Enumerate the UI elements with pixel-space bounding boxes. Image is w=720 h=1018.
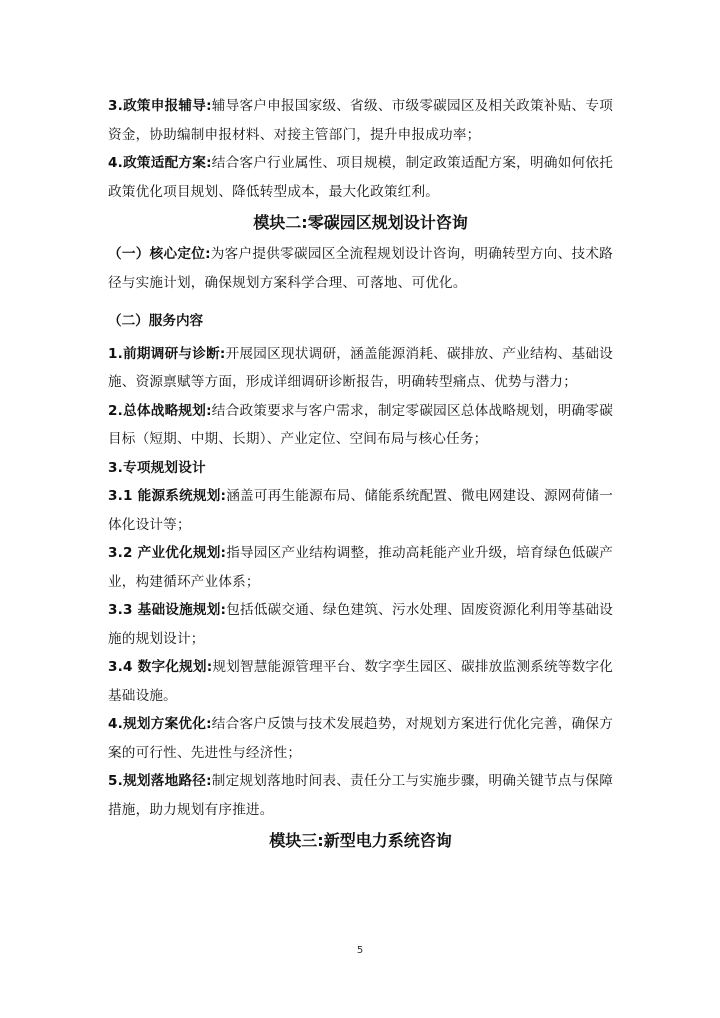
paragraph-policy-application: [108, 92, 613, 149]
item-text: 结合客户反馈与技术发展趋势，对规划方案进行优化完善，确保方案的可行性、先进性与经济性；: [108, 716, 613, 761]
paragraph-policy-adaptation: [108, 149, 613, 206]
page-number: 5: [356, 945, 364, 956]
item-lead: 3.1 能源系统规划:: [108, 488, 227, 504]
item-lead: 3.4 数字化规划:: [108, 659, 213, 675]
item-text: 结合客户行业属性、项目规模，制定政策适配方案，明确如何依托政策优化项目规划、降低转型成本，最大化政策红利。: [108, 155, 613, 200]
module3-heading: 模块三:新型电力系统咨询: [269, 831, 452, 850]
document-page: [108, 92, 613, 858]
item-lead: 4.政策适配方案:: [108, 155, 212, 171]
item-text: 规划智慧能源管理平台、数字孪生园区、碳排放监测系统等数字化基础设施。: [108, 659, 613, 704]
item-text: 开展园区现状调研，涵盖能源消耗、碳排放、产业结构、基础设施、资源禀赋等方面，形成详细调研诊断报告，明确转型痛点、优势与潜力；: [108, 345, 613, 390]
paragraph-item: [108, 596, 613, 653]
paragraph-item: [108, 340, 613, 397]
item-text: 包括低碳交通、绿色建筑、污水处理、固废资源化利用等基础设施的规划设计；: [108, 602, 613, 647]
item-text: 结合政策要求与客户需求，制定零碳园区总体战略规划，明确零碳目标（短期、中期、长期）、产业定位、空间布局与核心任务；: [108, 402, 613, 447]
services-heading: （二）服务内容: [108, 313, 204, 329]
item-lead: 1.前期调研与诊断:: [108, 345, 226, 362]
paragraph-core-positioning: [108, 240, 613, 297]
item-lead: 3.政策申报辅导:: [108, 98, 212, 114]
positioning-lead: （一）核心定位:: [108, 246, 211, 262]
item-text: 涵盖可再生能源布局、储能系统配置、微电网建设、源网荷储一体化设计等；: [108, 488, 613, 533]
item-text: 制定规划落地时间表、责任分工与实施步骤，明确关键节点与保障措施，助力规划有序推进。: [108, 773, 613, 818]
item-lead: 3.3 基础设施规划:: [108, 602, 227, 618]
paragraph-item: [108, 653, 613, 710]
paragraph-item: [108, 397, 613, 454]
paragraph-item: [108, 539, 613, 596]
paragraph-item: [108, 482, 613, 539]
module2-heading: 模块二:零碳园区规划设计咨询: [253, 213, 468, 232]
item-lead: 4.规划方案优化:: [108, 716, 212, 732]
item-lead: 3.专项规划设计: [108, 459, 206, 476]
item-text: 辅导客户申报国家级、省级、市级零碳园区及相关政策补贴、专项资金，协助编制申报材料、对接主管部门，提升申报成功率；: [108, 98, 613, 143]
item-text: 指导园区产业结构调整，推动高耗能产业升级，培育绿色低碳产业，构建循环产业体系；: [108, 545, 613, 590]
positioning-text: 为客户提供零碳园区全流程规划设计咨询，明确转型方向、技术路径与实施计划，确保规划方案科学合理、可落地、可优化。: [108, 246, 613, 291]
paragraph-item: [108, 454, 613, 483]
item-lead: 2.总体战略规划:: [108, 402, 212, 419]
paragraph-item: [108, 710, 613, 767]
item-lead: 5.规划落地路径:: [108, 773, 212, 789]
paragraph-item: [108, 767, 613, 824]
item-lead: 3.2 产业优化规划:: [108, 545, 227, 561]
